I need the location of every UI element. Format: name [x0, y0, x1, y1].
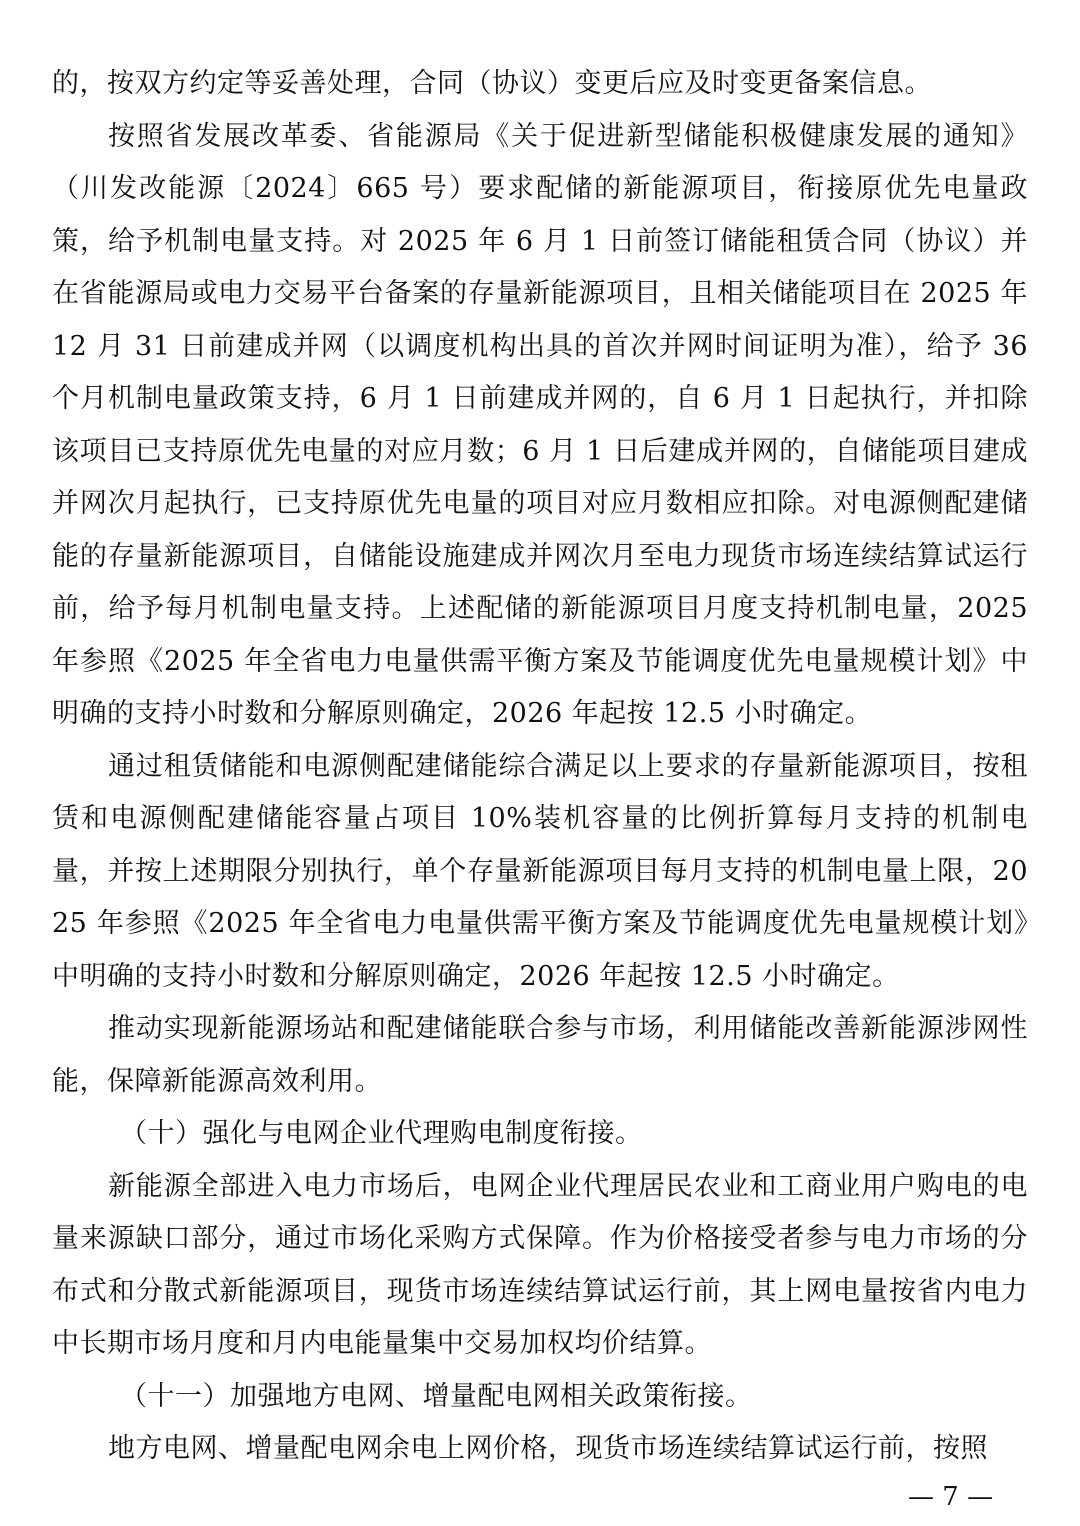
paragraph-leased-storage: 通过租赁储能和电源侧配建储能综合满足以上要求的存量新能源项目，按租赁和电源侧配建储能容量占项目 10%装机容量的比例折算每月支持的机制电量，并按上述期限分别执行，单个存量新能源项目每月支持的机制电量上限，2025 年参照《2025 年全省电力电量供需平衡方案及节能调度优先电量规模计划》中明确的支持小时数和分解原则确定，2026 年起按 12.5 小时确定。	[52, 750, 1028, 992]
paragraph-agency-purchase: 新能源全部进入电力市场后，电网企业代理居民农业和工商业用户购电的电量来源缺口部分，通过市场化采购方式保障。作为价格接受者参与电力市场的分布式和分散式新能源项目，现货市场连续结算试运行前，其上网电量按省内电力中长期市场月度和月内电能量集中交易加权均价结算。	[52, 1170, 1028, 1359]
paragraph-joint-market: 推动实现新能源场站和配建储能联合参与市场，利用储能改善新能源涉网性能，保障新能源高效利用。	[52, 1013, 1028, 1097]
section-heading-11: （十一）加强地方电网、增量配电网相关政策衔接。	[120, 1380, 753, 1412]
page-number: — 7 —	[908, 1482, 994, 1512]
paragraph-local-grid: 地方电网、增量配电网余电上网价格，现货市场连续结算试运行前，按照	[108, 1433, 988, 1464]
section-heading-10: （十）强化与电网企业代理购电制度衔接。	[120, 1118, 643, 1149]
paragraph-storage-policy: 按照省发展改革委、省能源局《关于促进新型储能积极健康发展的通知》（川发改能源〔2024〕665 号）要求配储的新能源项目，衔接原优先电量政策，给予机制电量支持。对 2025 年 6 月 1 日前签订储能租赁合同（协议）并在省能源局或电力交易平台备案的存量新能源项目，且相关储能项目在 2025 年 12 月 31 日前建成并网（以调度机构出具的首次并网时间证明为准），给予 36 个月机制电量政策支持，6 月 1 日前建成并网的，自 6 月 1 日起执行，并扣除该项目已支持原优先电量的对应月数；6 月 1 日后建成并网的，自储能项目建成并网次月起执行，已支持原优先电量的项目对应月数相应扣除。对电源侧配建储能的存量新能源项目，自储能设施建成并网次月至电力现货市场连续结算试运行前，给予每月机制电量支持。上述配储的新能源项目月度支持机制电量，2025 年参照《2025 年全省电力电量供需平衡方案及节能调度优先电量规模计划》中明确的支持小时数和分解原则确定，2026 年起按 12.5 小时确定。	[52, 120, 1028, 729]
document-body	[52, 58, 1028, 1476]
paragraph-continuation: 的，按双方约定等妥善处理，合同（协议）变更后应及时变更备案信息。	[52, 68, 932, 99]
